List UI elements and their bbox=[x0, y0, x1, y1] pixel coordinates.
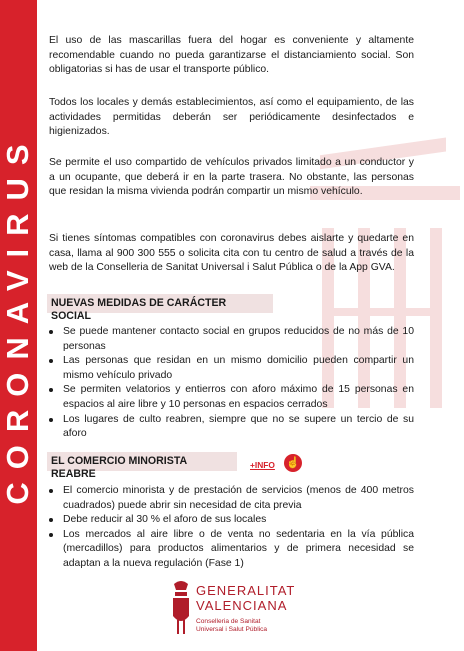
logo-line-3: Conselleria de Sanitat bbox=[196, 618, 261, 625]
list-item: El comercio minorista y de prestación de servicios (menos de 400 metros cuadrados) puede abrir sin necesidad de cita previa bbox=[49, 484, 414, 513]
hand-pointer-icon[interactable]: ☝ bbox=[284, 454, 302, 472]
section-heading-social: NUEVAS MEDIDAS DE CARÁCTER SOCIAL bbox=[47, 294, 273, 313]
bullet-icon bbox=[49, 533, 53, 537]
paragraph-symptoms: Si tienes síntomas compatibles con coronavirus debes aislarte y quedarte en casa, llama al 900 300 555 o solicita cita con tu centro de salud a través de la web de la Conselleria de Sanitat Universal i Salut Pública o de la App GVA. bbox=[49, 233, 414, 274]
list-item: Debe reducir al 30 % el aforo de sus locales bbox=[49, 513, 414, 528]
social-measures-list bbox=[49, 325, 414, 442]
paragraph-masks: El uso de las mascarillas fuera del hogar es conveniente y altamente recomendable cuando no pueda garantizarse el distanciamiento social. Son obligatorias si has de usar el transporte público. bbox=[49, 35, 414, 76]
bullet-icon bbox=[49, 518, 53, 522]
logo-line-1: GENERALITAT bbox=[196, 583, 296, 598]
coat-of-arms-icon bbox=[170, 580, 192, 636]
comercio-measures-list bbox=[49, 484, 414, 572]
list-item: Los mercados al aire libre o de venta no sedentaria en la vía pública (mercadillos) para productos alimentarios y de primera necesidad se adaptan a la nueva regulación (Fase 1) bbox=[49, 528, 414, 572]
bullet-icon bbox=[49, 330, 53, 334]
paragraph-disinfection: Todos los locales y demás establecimientos, así como el equipamiento, de las actividades permitidas deberán ser periódicamente desinfectados e higienizados. bbox=[49, 97, 414, 138]
logo-line-2: VALENCIANA bbox=[196, 598, 288, 613]
bullet-icon bbox=[49, 418, 53, 422]
paragraph-vehicles: Se permite el uso compartido de vehículos privados limitado a un conductor y a un ocupante, que deberá ir en la parte trasera. No obstante, las personas que residan la misma vivienda podrán compartir un mismo vehículo. bbox=[49, 157, 414, 198]
generalitat-logo bbox=[170, 580, 320, 640]
sidebar-banner bbox=[0, 0, 37, 651]
bullet-icon bbox=[49, 388, 53, 392]
info-link[interactable]: +INFO bbox=[250, 460, 275, 470]
bullet-icon bbox=[49, 359, 53, 363]
logo-line-4: Universal i Salut Pública bbox=[196, 626, 268, 633]
list-item: Se puede mantener contacto social en grupos reducidos de no más de 10 personas bbox=[49, 325, 414, 354]
list-item: Se permiten velatorios y entierros con aforo máximo de 15 personas en espacios al aire libre y 10 personas en espacios cerrados bbox=[49, 383, 414, 412]
list-item: Los lugares de culto reabren, siempre que no se supere un tercio de su aforo bbox=[49, 413, 414, 442]
list-item: Las personas que residan en un mismo domicilio pueden compartir un mismo vehículo privado bbox=[49, 354, 414, 383]
sidebar-title: CORONAVIRUS bbox=[0, 131, 35, 505]
section-heading-comercio: EL COMERCIO MINORISTA REABRE bbox=[47, 452, 237, 471]
bullet-icon bbox=[49, 489, 53, 493]
